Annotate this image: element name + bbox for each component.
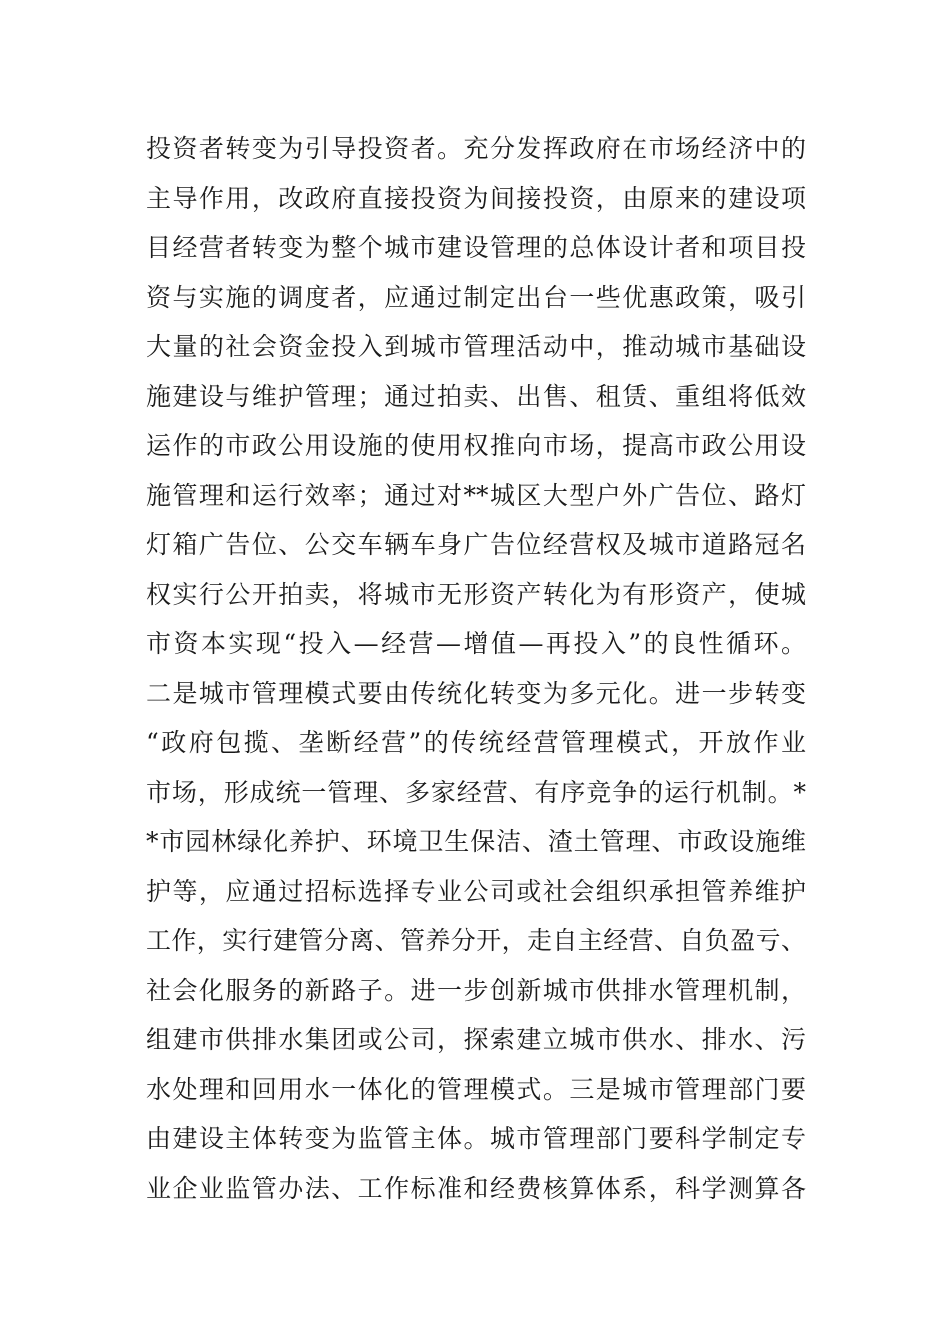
text-line: 护等，应通过招标选择专业公司或社会组织承担管养维护 — [146, 876, 806, 906]
text-line: *市园林绿化养护、环境卫生保洁、渣土管理、市政设施维 — [146, 827, 806, 856]
text-line: 工作，实行建管分离、管养分开，走自主经营、自负盈亏、 — [146, 926, 806, 955]
text-line: 施管理和运行效率；通过对**城区大型户外广告位、路灯 — [146, 480, 806, 510]
text-line: 市资本实现“投入—经营—增值—再投入”的良性循环。 — [146, 629, 806, 658]
text-line: 由建设主体转变为监管主体。城市管理部门要科学制定专 — [146, 1124, 806, 1153]
text-line: 资与实施的调度者，应通过制定出台一些优惠政策，吸引 — [146, 282, 806, 312]
text-line: 大量的社会资金投入到城市管理活动中，推动城市基础设 — [146, 332, 806, 361]
text-line: 运作的市政公用设施的使用权推向市场，提高市政公用设 — [146, 431, 806, 460]
text-line: “政府包揽、垄断经营”的传统经营管理模式，开放作业 — [146, 728, 806, 757]
text-line: 组建市供排水集团或公司，探索建立城市供水、排水、污 — [146, 1025, 806, 1054]
text-line: 目经营者转变为整个城市建设管理的总体设计者和项目投 — [146, 233, 806, 262]
text-line: 灯箱广告位、公交车辆车身广告位经营权及城市道路冠名 — [146, 530, 806, 559]
text-line: 业企业监管办法、工作标准和经费核算体系，科学测算各 — [146, 1173, 806, 1203]
text-line: 施建设与维护管理；通过拍卖、出售、租赁、重组将低效 — [146, 381, 806, 411]
text-line: 投资者转变为引导投资者。充分发挥政府在市场经济中的 — [146, 134, 806, 163]
text-line: 权实行公开拍卖，将城市无形资产转化为有形资产，使城 — [146, 579, 806, 609]
text-line: 社会化服务的新路子。进一步创新城市供排水管理机制， — [146, 975, 806, 1005]
text-line: 二是城市管理模式要由传统化转变为多元化。进一步转变 — [146, 678, 806, 708]
text-line: 市场，形成统一管理、多家经营、有序竞争的运行机制。* — [146, 777, 806, 807]
text-line: 主导作用，改政府直接投资为间接投资，由原来的建设项 — [146, 183, 806, 213]
body-text — [146, 124, 806, 1213]
text-line: 水处理和回用水一体化的管理模式。三是城市管理部门要 — [146, 1074, 806, 1104]
